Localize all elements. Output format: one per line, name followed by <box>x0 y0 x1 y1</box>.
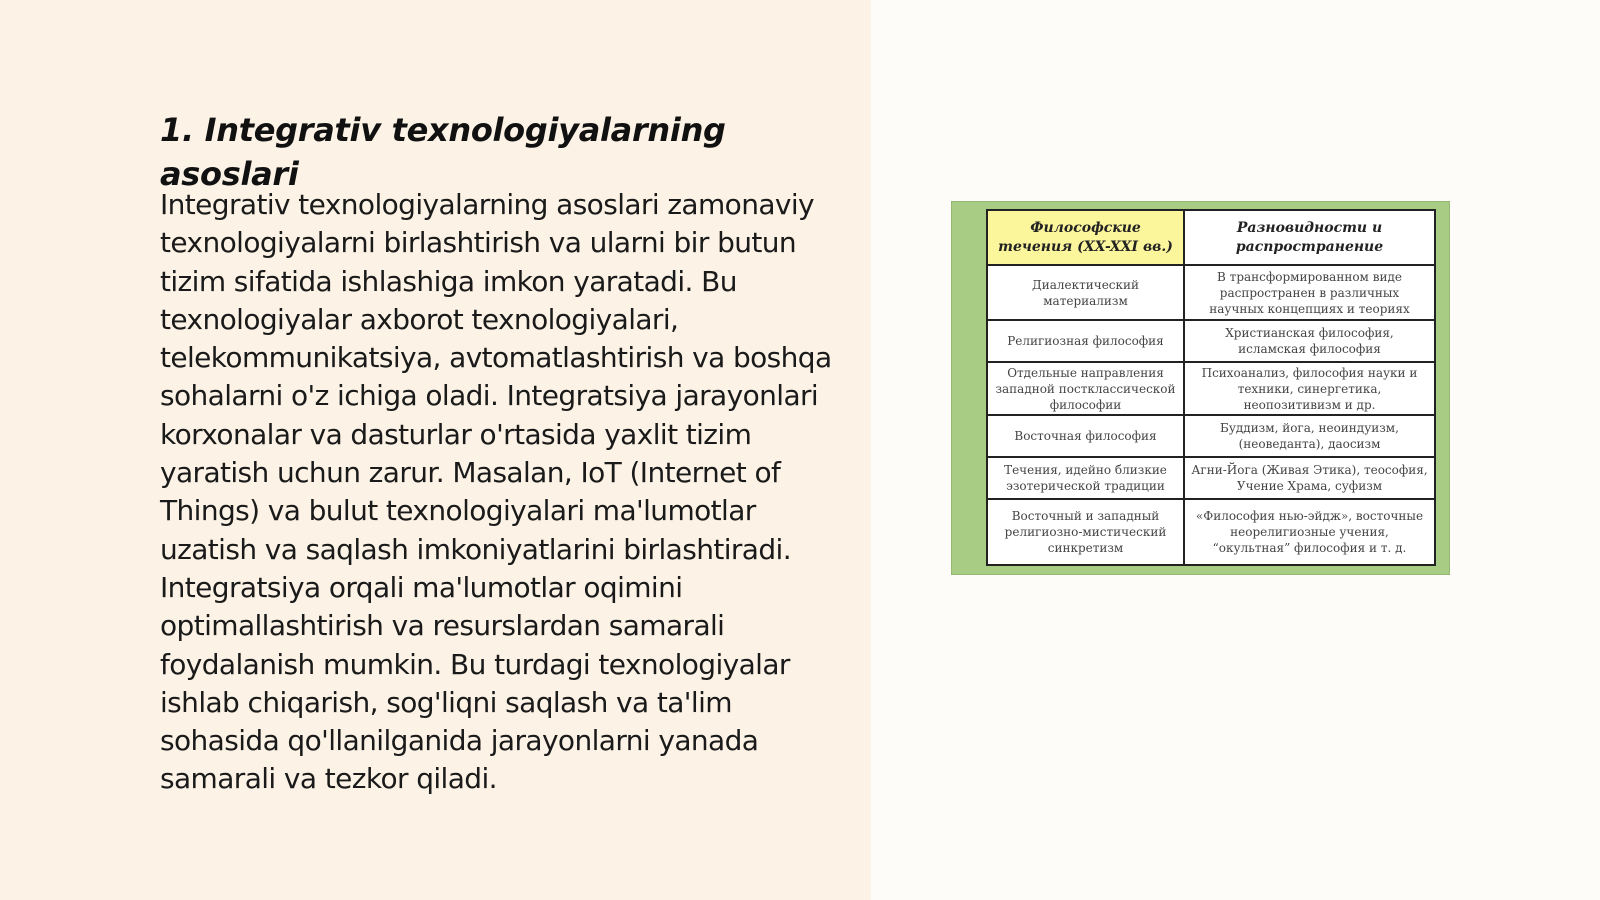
slide-title: 1. Integrativ texnologiyalarning asoslari <box>160 111 726 193</box>
table-cell: «Философия нью-эйдж», восточные неорелигиозные учения, “окультная” философия и т. д. <box>1184 499 1435 565</box>
table-cell: Агни-Йога (Живая Этика), теософия, Учение Храма, суфизм <box>1184 457 1435 499</box>
header-varieties: Разновидности и распространение <box>1184 210 1435 265</box>
table-cell: Христианская философия, исламская философия <box>1184 320 1435 362</box>
table-cell: Буддизм, йога, неоиндуизм, (неоведанта), даосизм <box>1184 415 1435 457</box>
table-row <box>987 415 1435 457</box>
table-row <box>987 265 1435 320</box>
table-row <box>987 457 1435 499</box>
table-row <box>987 499 1435 565</box>
table-row <box>987 362 1435 415</box>
slide-body-text: Integrativ texnologiyalarning asoslari zamonaviy texnologiyalarni birlashtirish va ularni bir butun tizim sifatida ishlashiga imkon yaratadi. Bu texnologiyalar axborot texnologiyalari, telekommunikatsiya, avtomatlashtirish va boshqa sohalarni o'z ichiga oladi. Integratsiya jarayonlari korxonalar va dasturlar o'rtasida yaxlit tizim yaratish uchun zarur. Masalan, IoT (Internet of Things) va bulut texnologiyalari ma'lumotlar uzatish va saqlash imkoniyatlarini birlashtiradi. Integratsiya orqali ma'lumotlar oqimini optimallashtirish va resurslardan samarali foydalanish mumkin. Bu turdagi texnologiyalar ishlab chiqarish, sog'liqni saqlash va ta'lim sohasida qo'llanilganida jarayonlarni yanada samarali va tezkor qiladi. <box>160 188 832 796</box>
table-cell: Восточная философия <box>987 415 1184 457</box>
philosophy-table <box>986 209 1436 566</box>
table-cell: В трансформированном виде распространен в различных научных концепциях и теориях <box>1184 265 1435 320</box>
header-currents: Философские течения (XX-XXI вв.) <box>987 210 1184 265</box>
table-cell: Религиозная философия <box>987 320 1184 362</box>
table-cell: Восточный и западный религиозно-мистический синкретизм <box>987 499 1184 565</box>
table-cell: Отдельные направления западной постклассической философии <box>987 362 1184 415</box>
table-header-row <box>987 210 1435 265</box>
philosophy-table-image <box>951 201 1450 575</box>
table-cell: Диалектический материализм <box>987 265 1184 320</box>
table-row <box>987 320 1435 362</box>
table-cell: Психоанализ, философия науки и техники, синергетика, неопозитивизм и др. <box>1184 362 1435 415</box>
table-cell: Течения, идейно близкие эзотерической традиции <box>987 457 1184 499</box>
